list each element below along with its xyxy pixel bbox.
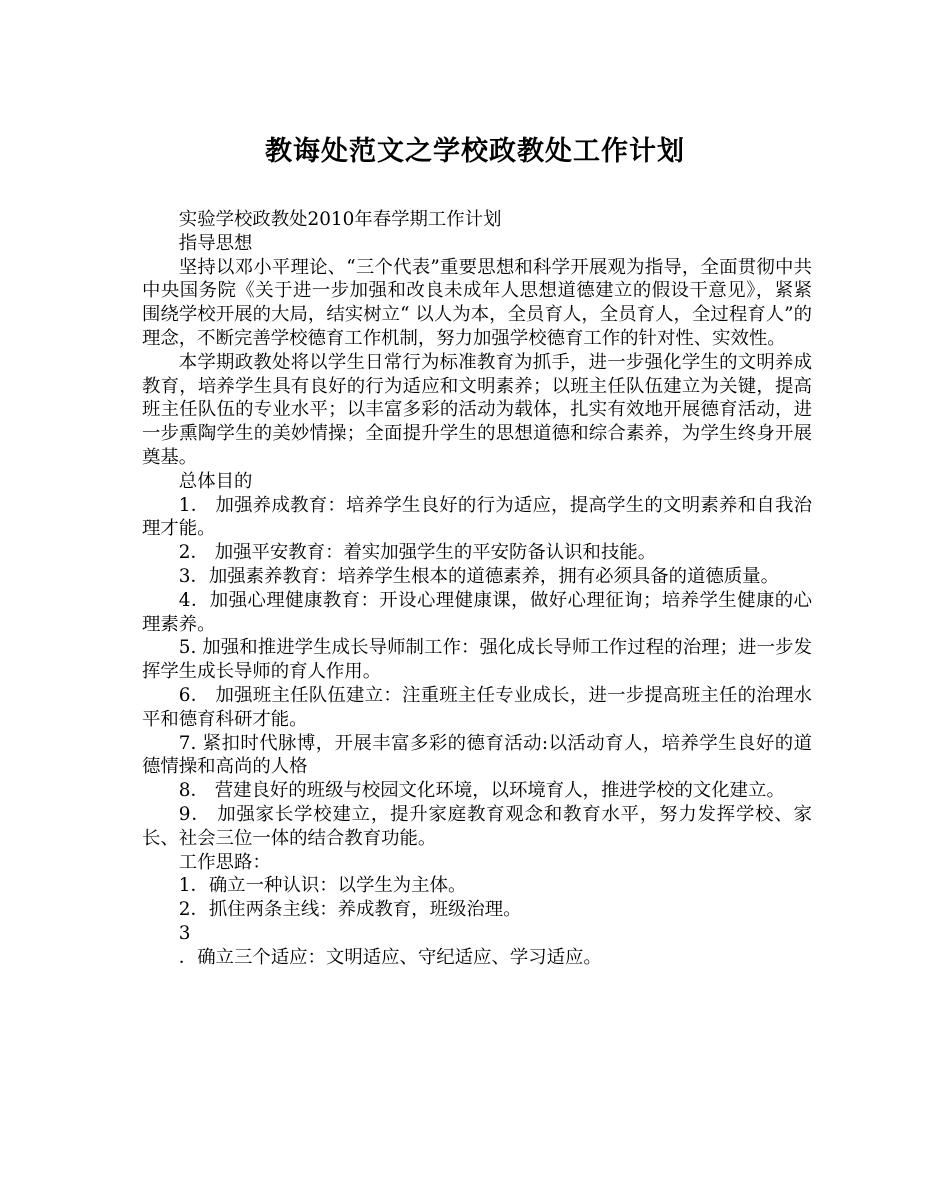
paragraph-guiding-thought-body: 坚持以邓小平理论、“三个代表”重要思想和科学开展观为指导，全面贯彻中共中央国务院《关于进一步加强和改良未成年人思想道德建立的假设干意见》，紧紧围绕学校开展的大局，结实树立“ 以人为本，全员育人，全员育人，全过程育人”的理念，不断完善学校德育工作机制，努力加强学校德育工作的针对性、实效性。 [142, 256, 812, 349]
paragraph-semester-focus: 本学期政教处将以学生日常行为标准教育为抓手，进一步强化学生的文明养成教育，培养学生具有良好的行为适应和文明素养；以班主任队伍建立为关键，提高班主任队伍的专业水平；以丰富多彩的活动为载体，扎实有效地开展德育活动，进一步熏陶学生的美妙情操；全面提升学生的思想道德和综合素养，为学生终身开展奠基。 [142, 351, 812, 468]
paragraph-section-overall-goals: 总体目的 [178, 470, 253, 492]
paragraph-goal-7: 7. 紧扣时代脉博，开展丰富多彩的德育活动:以活动育人，培养学生良好的道德情操和高尚的人格 [142, 732, 812, 778]
paragraph-goal-4: 4．加强心理健康教育：开设心理健康课，做好心理征询；培养学生健康的心理素养。 [142, 589, 812, 635]
document-body [142, 208, 812, 970]
paragraph-goal-9: 9． 加强家长学校建立，提升家庭教育观念和教育水平，努力发挥学校、家长、社会三位一体的结合教育功能。 [142, 803, 812, 849]
paragraph-goal-5: 5. 加强和推进学生成长导师制工作：强化成长导师工作过程的治理；进一步发挥学生成长导师的育人作用。 [142, 637, 812, 683]
paragraph-approach-2: 2．抓住两条主线：养成教育，班级治理。 [178, 899, 522, 921]
paragraph-goal-2: 2． 加强平安教育：着实加强学生的平安防备认识和技能。 [178, 542, 657, 564]
document-title: 教诲处范文之学校政教处工作计划 [265, 136, 685, 167]
paragraph-goal-3: 3．加强素养教育：培养学生根本的道德素养，拥有必须具备的道德质量。 [178, 565, 779, 587]
paragraph-plan-heading: 实验学校政教处2010年春学期工作计划 [178, 209, 502, 230]
paragraph-approach-3-number: 3 [178, 922, 191, 944]
paragraph-approach-1: 1．确立一种认识：以学生为主体。 [178, 875, 467, 897]
paragraph-section-guiding-thought: 指导思想 [178, 232, 253, 254]
paragraph-goal-8: 8． 营建良好的班级与校园文化环境，以环境育人，推进学校的文化建立。 [178, 780, 785, 802]
paragraph-section-work-approach: 工作思路： [178, 851, 271, 873]
paragraph-goal-1: 1． 加强养成教育：培养学生良好的行为适应，提高学生的文明素养和自我治理才能。 [142, 494, 812, 540]
paragraph-goal-6: 6． 加强班主任队伍建立：注重班主任专业成长，进一步提高班主任的治理水平和德育科研才能。 [142, 684, 812, 730]
paragraph-approach-3-text: ．确立三个适应：文明适应、守纪适应、学习适应。 [178, 946, 602, 968]
